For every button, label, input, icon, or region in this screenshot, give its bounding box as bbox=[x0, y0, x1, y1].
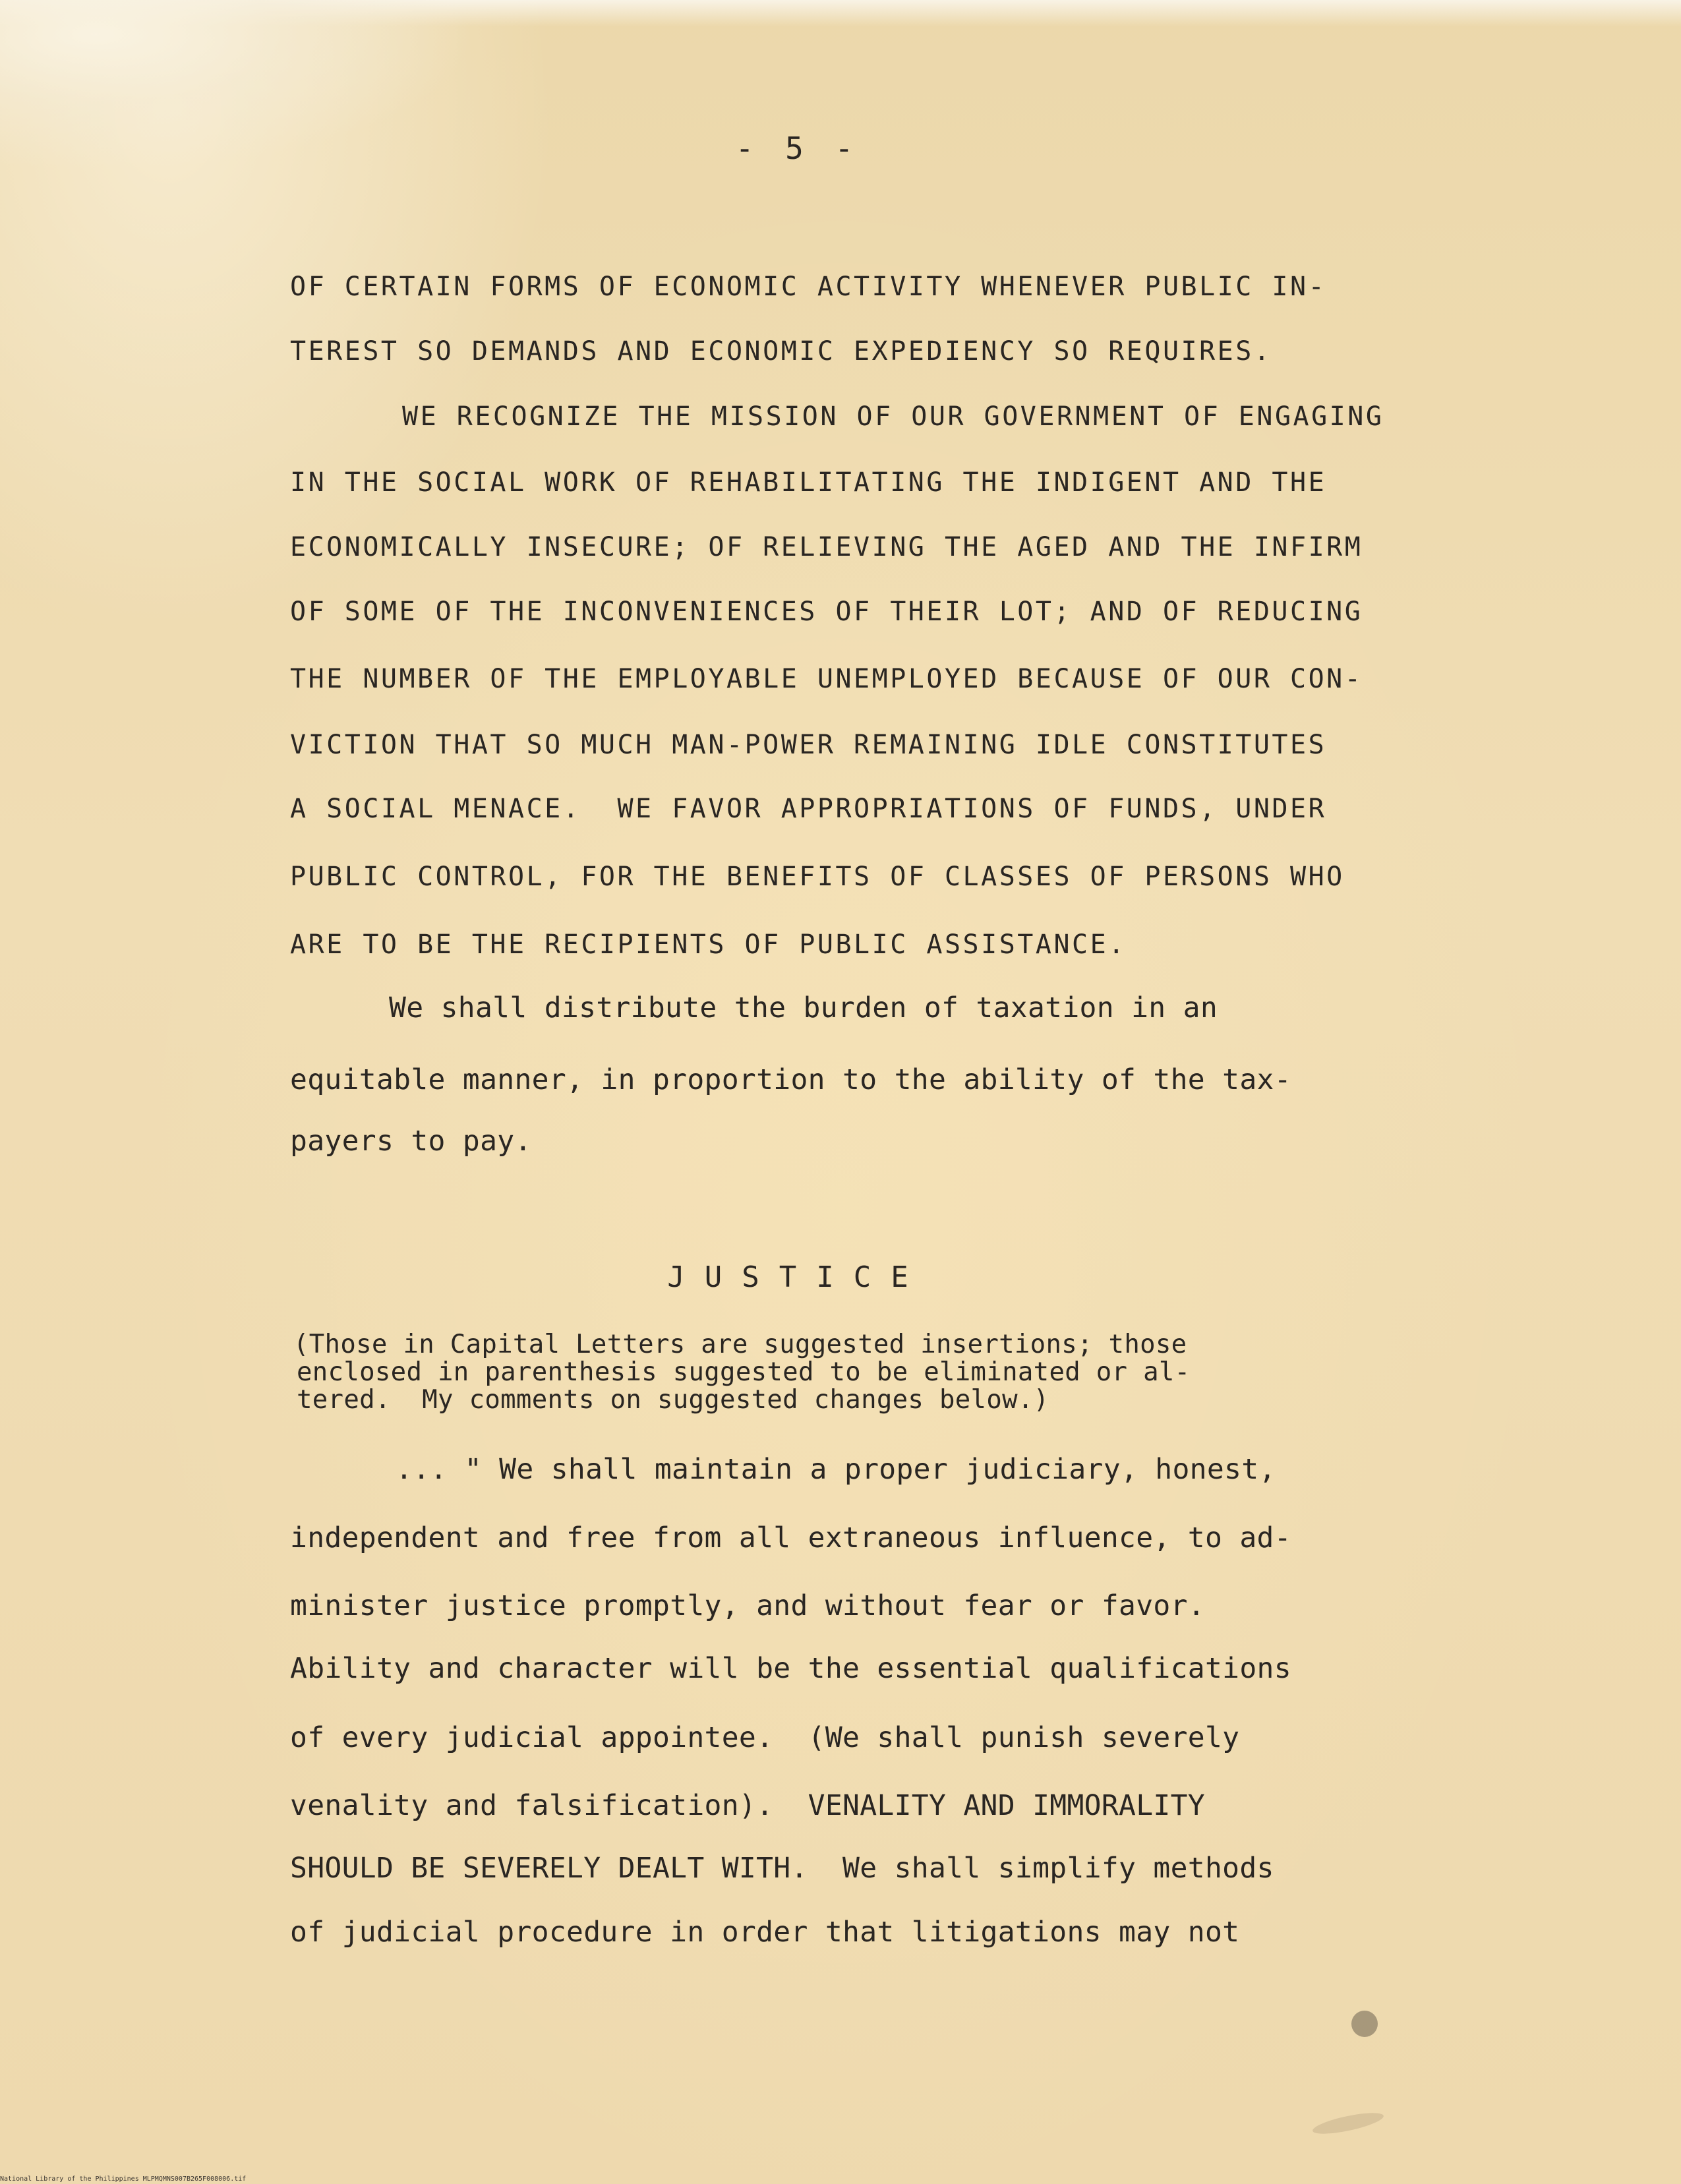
justice-line: of every judicial appointee. (We shall punish severely bbox=[290, 1721, 1240, 1754]
page-number: - 5 - bbox=[735, 131, 860, 166]
justice-line: Ability and character will be the essential qualifications bbox=[290, 1652, 1291, 1685]
body-line: VICTION THAT SO MUCH MAN-POWER REMAINING IDLE CONSTITUTES bbox=[290, 730, 1327, 760]
justice-line: independent and free from all extraneous influence, to ad- bbox=[290, 1521, 1291, 1554]
editorial-note-line: tered. My comments on suggested changes below.) bbox=[297, 1385, 1049, 1415]
body-line: We shall distribute the burden of taxation in an bbox=[389, 991, 1218, 1024]
body-line: ARE TO BE THE RECIPIENTS OF PUBLIC ASSISTANCE. bbox=[290, 930, 1127, 960]
body-line: OF SOME OF THE INCONVENIENCES OF THEIR LOT; AND OF REDUCING bbox=[290, 597, 1363, 627]
body-line: A SOCIAL MENACE. WE FAVOR APPROPRIATIONS OF FUNDS, UNDER bbox=[290, 794, 1327, 824]
ink-spot bbox=[1351, 2011, 1378, 2037]
justice-line: SHOULD BE SEVERELY DEALT WITH. We shall simplify methods bbox=[290, 1852, 1274, 1885]
body-line: IN THE SOCIAL WORK OF REHABILITATING THE INDIGENT AND THE bbox=[290, 467, 1327, 498]
justice-line: of judicial procedure in order that litigations may not bbox=[290, 1916, 1240, 1949]
justice-line: ... " We shall maintain a proper judiciary, honest, bbox=[396, 1453, 1276, 1486]
body-line: equitable manner, in proportion to the ability of the tax- bbox=[290, 1063, 1291, 1096]
justice-line: minister justice promptly, and without fear or favor. bbox=[290, 1589, 1205, 1622]
scan-footer: National Library of the Philippines MLPMQMNS007B265F008006.tif bbox=[0, 2175, 247, 2183]
body-line: payers to pay. bbox=[290, 1125, 532, 1158]
body-line: TEREST SO DEMANDS AND ECONOMIC EXPEDIENCY SO REQUIRES. bbox=[290, 336, 1272, 367]
paper-stain bbox=[1311, 2109, 1385, 2138]
body-line: THE NUMBER OF THE EMPLOYABLE UNEMPLOYED BECAUSE OF OUR CON- bbox=[290, 664, 1363, 694]
body-line: ECONOMICALLY INSECURE; OF RELIEVING THE AGED AND THE INFIRM bbox=[290, 532, 1363, 562]
editorial-note-line: (Those in Capital Letters are suggested insertions; those bbox=[293, 1330, 1187, 1359]
editorial-note-line: enclosed in parenthesis suggested to be eliminated or al- bbox=[297, 1357, 1191, 1387]
body-line: PUBLIC CONTROL, FOR THE BENEFITS OF CLASSES OF PERSONS WHO bbox=[290, 862, 1345, 892]
body-line: OF CERTAIN FORMS OF ECONOMIC ACTIVITY WHENEVER PUBLIC IN- bbox=[290, 272, 1327, 302]
justice-line: venality and falsification). VENALITY AND IMMORALITY bbox=[290, 1789, 1205, 1822]
body-line: WE RECOGNIZE THE MISSION OF OUR GOVERNMENT OF ENGAGING bbox=[402, 401, 1384, 432]
section-heading: JUSTICE bbox=[667, 1260, 928, 1294]
